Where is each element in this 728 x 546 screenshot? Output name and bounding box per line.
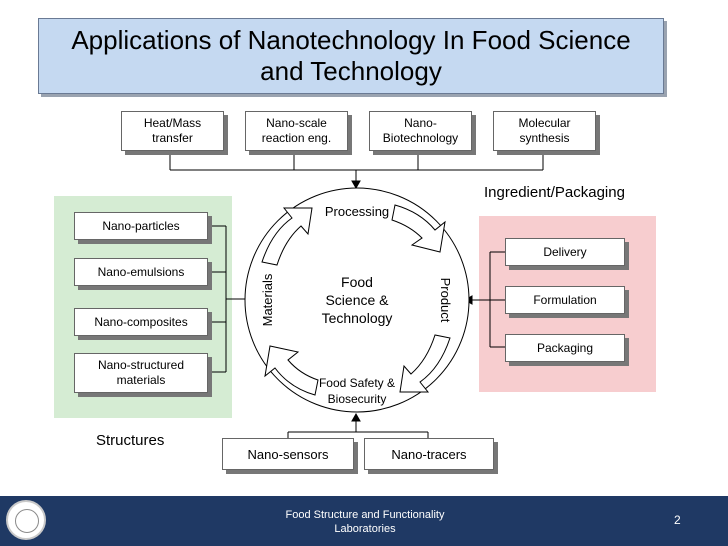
- right-box-formulation: Formulation: [505, 286, 625, 314]
- cycle-top-label: Processing: [324, 204, 390, 219]
- ingredient-packaging-label: Ingredient/Packaging: [484, 184, 625, 201]
- left-box-nano-composites: Nano-composites: [74, 308, 208, 336]
- footer-text: Food Structure and Functionality Laboratories: [285, 509, 445, 535]
- top-box-nano-biotech: Nano- Biotechnology: [369, 111, 472, 151]
- right-box-packaging: Packaging: [505, 334, 625, 362]
- right-box-delivery: Delivery: [505, 238, 625, 266]
- cycle-right-label: Product: [438, 277, 453, 323]
- cycle-center-label: Food Science & Technology: [321, 274, 393, 326]
- page-number: 2: [674, 513, 681, 527]
- cycle-left-label: Materials: [260, 273, 275, 327]
- bottom-connectors: [288, 414, 428, 438]
- bottom-box-nano-sensors: Nano-sensors: [222, 438, 354, 470]
- left-box-nano-structured: Nano-structured materials: [74, 353, 208, 393]
- page-title: Applications of Nanotechnology In Food Science and Technology: [71, 25, 631, 86]
- structures-label: Structures: [96, 432, 165, 449]
- right-connectors: [465, 252, 505, 347]
- top-box-molecular: Molecular synthesis: [493, 111, 596, 151]
- top-box-heat-mass: Heat/Mass transfer: [121, 111, 224, 151]
- left-box-nano-particles: Nano-particles: [74, 212, 208, 240]
- top-box-nano-scale: Nano-scale reaction eng.: [245, 111, 348, 151]
- left-box-nano-emulsions: Nano-emulsions: [74, 258, 208, 286]
- university-seal-icon: [6, 500, 46, 540]
- bottom-box-nano-tracers: Nano-tracers: [364, 438, 494, 470]
- top-connectors: [170, 155, 543, 188]
- cycle-bottom-label: Food Safety & Biosecurity: [318, 376, 396, 406]
